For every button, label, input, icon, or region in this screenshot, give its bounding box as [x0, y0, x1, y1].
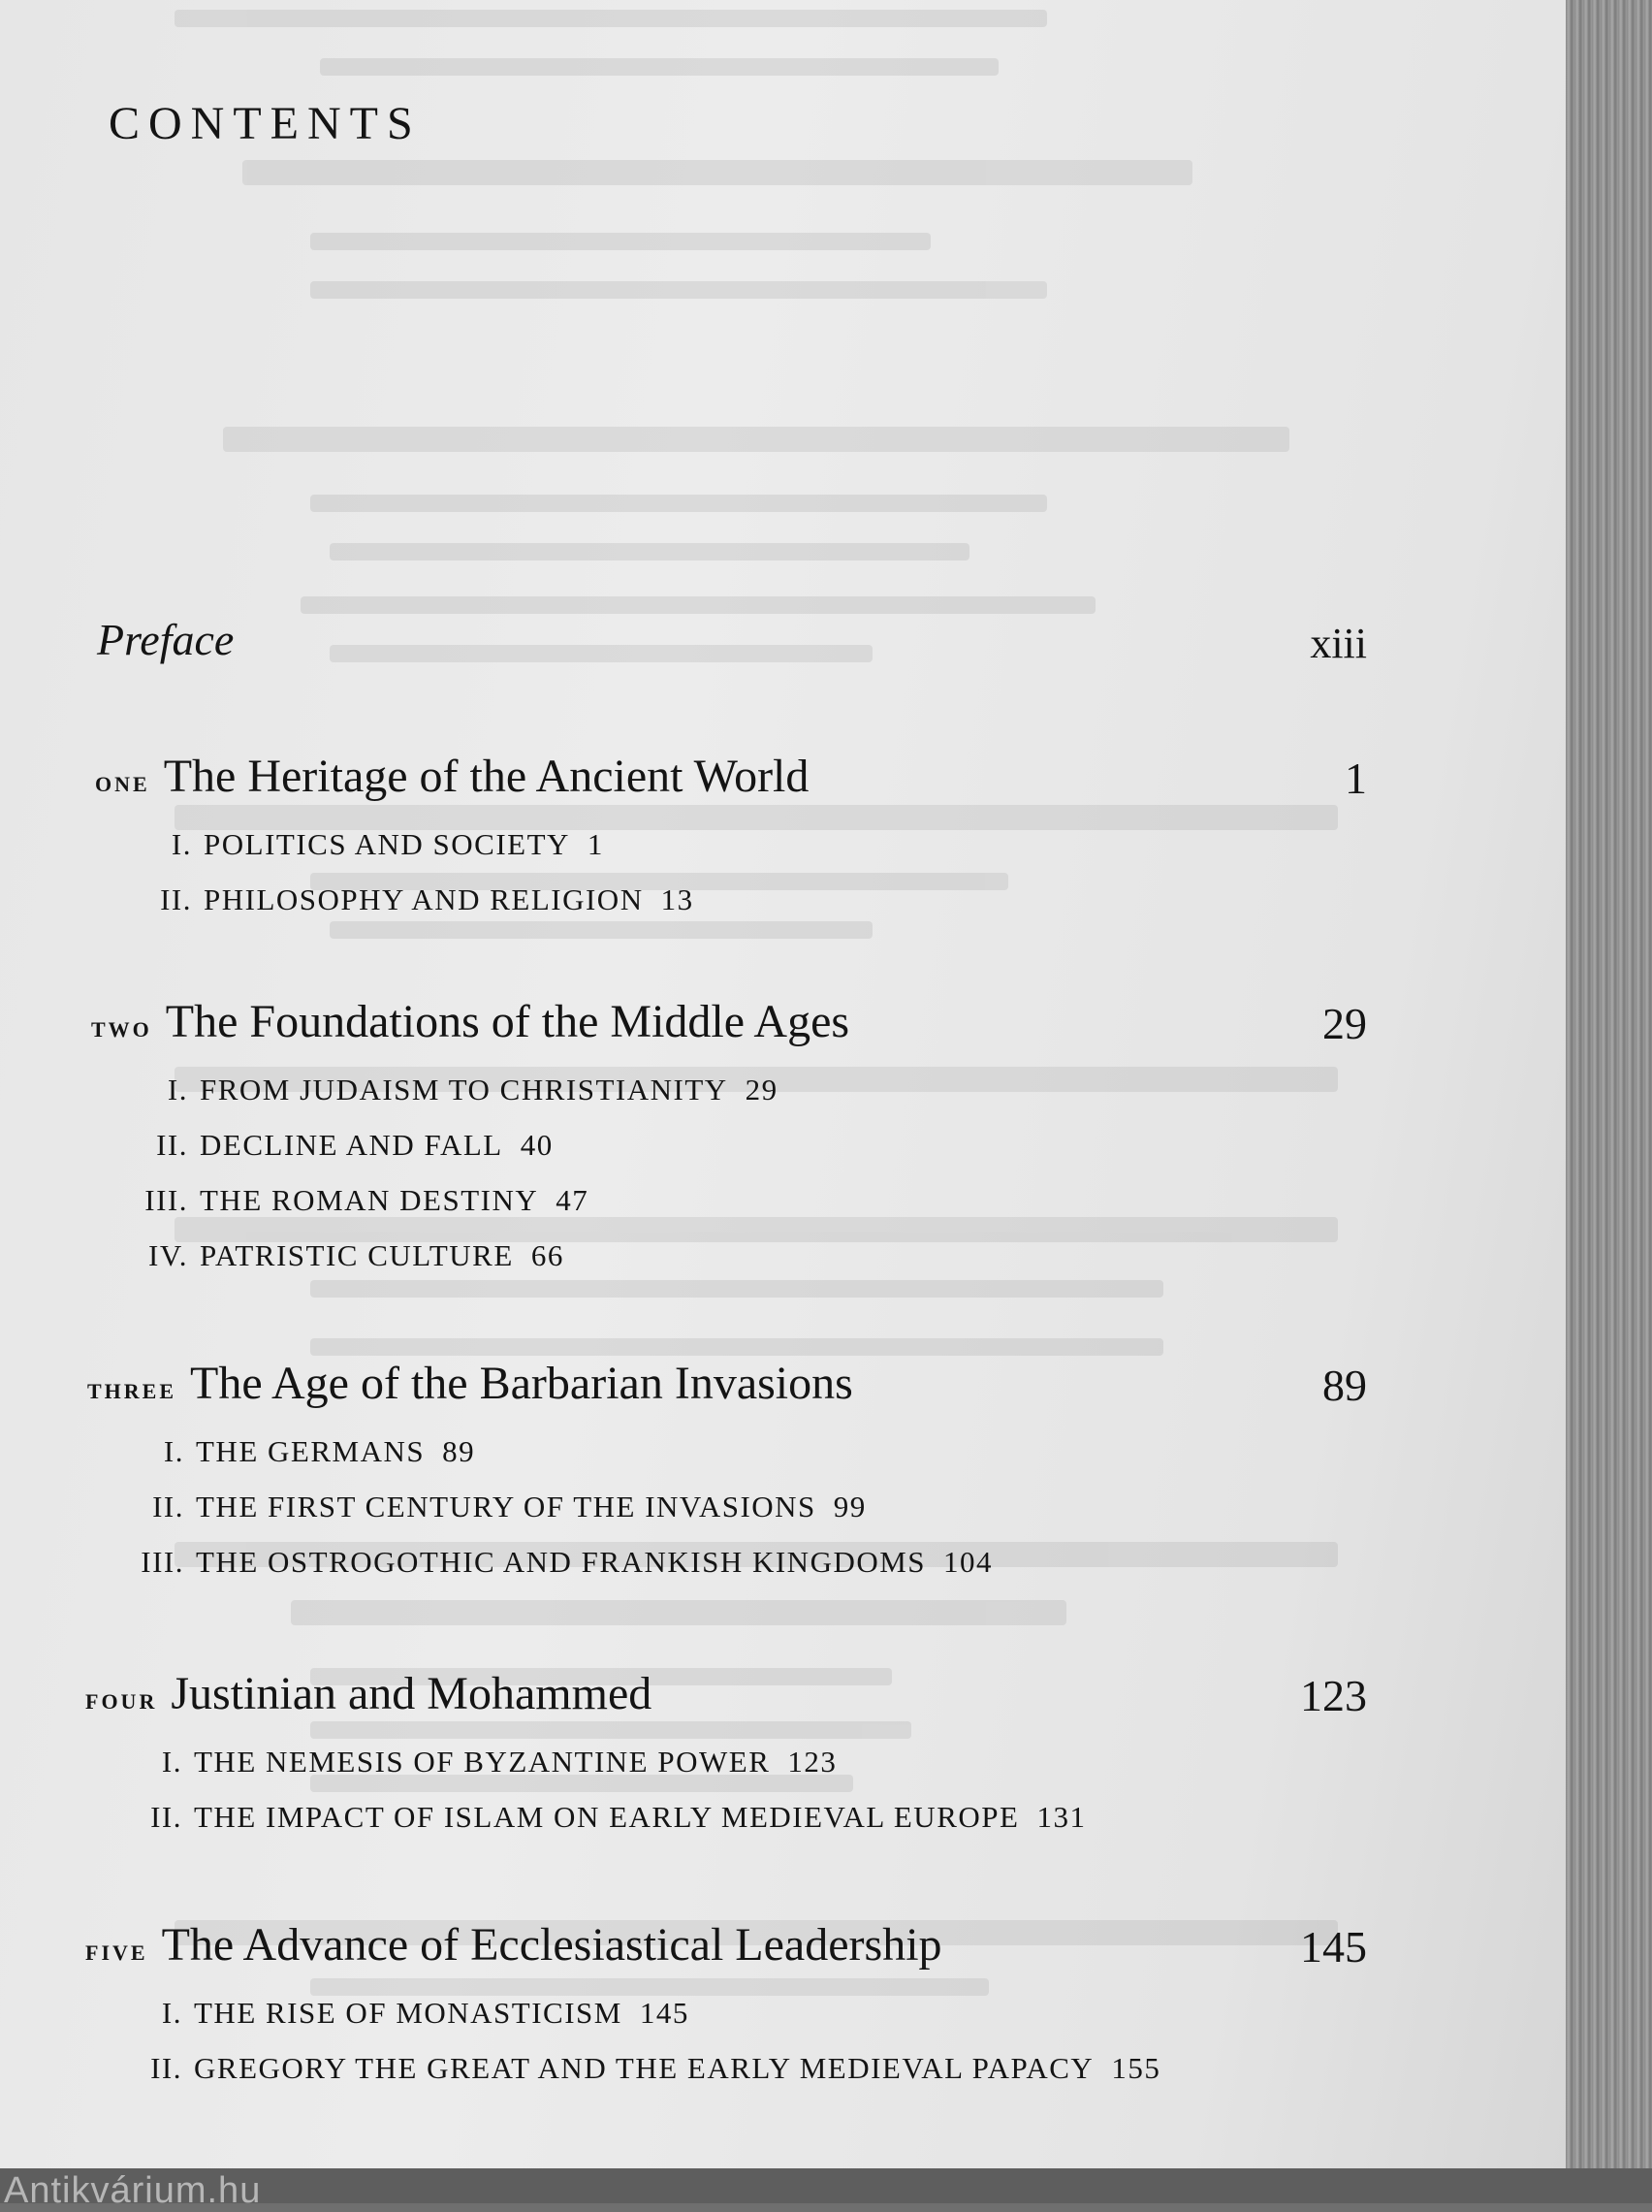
section-page-number: 13	[660, 882, 694, 916]
section-title: PATRISTIC CULTURE	[200, 1238, 514, 1272]
section-entry	[87, 1479, 1367, 1534]
section-entry	[91, 1228, 1367, 1283]
section-page-number: 99	[833, 1490, 867, 1523]
section-entry	[91, 1117, 1367, 1172]
section-entry	[85, 1734, 1367, 1789]
section-entry	[87, 1534, 1367, 1589]
chapter-page-number: 29	[1322, 999, 1367, 1048]
chapter-page-number: 123	[1300, 1671, 1367, 1720]
chapter-number: two	[91, 1010, 152, 1043]
chapter-title: Justinian and Mohammed	[171, 1668, 652, 1719]
chapter-title: The Age of the Barbarian Invasions	[190, 1358, 853, 1409]
section-list	[85, 1734, 1367, 1844]
section-page-number: 66	[530, 1238, 564, 1272]
section-page-number: 40	[520, 1128, 554, 1162]
chapter-title: The Foundations of the Middle Ages	[165, 996, 850, 1047]
section-numeral: II.	[156, 1128, 188, 1162]
section-entry	[95, 872, 1367, 927]
book-spine-gutter	[1566, 0, 1652, 2203]
preface-entry[interactable]	[97, 611, 1367, 669]
section-page-number: 47	[556, 1183, 589, 1217]
section-title: THE GERMANS	[196, 1434, 426, 1468]
watermark: Antikvárium.hu	[4, 2170, 262, 2211]
section-title: THE IMPACT OF ISLAM ON EARLY MEDIEVAL EUROPE	[194, 1800, 1020, 1834]
preface-title: Preface	[97, 615, 235, 664]
chapter-five[interactable]	[85, 1913, 1367, 2096]
section-list	[91, 1062, 1367, 1283]
chapter-heading	[85, 1913, 1367, 1977]
section-title: THE NEMESIS OF BYZANTINE POWER	[194, 1745, 771, 1779]
section-page-number: 104	[943, 1545, 994, 1579]
section-page-number: 89	[442, 1434, 476, 1468]
section-list	[95, 817, 1367, 927]
section-numeral: II.	[150, 1800, 182, 1834]
section-title: THE OSTROGOTHIC AND FRANKISH KINGDOMS	[196, 1545, 927, 1579]
section-title: FROM JUDAISM TO CHRISTIANITY	[200, 1073, 728, 1106]
chapter-three[interactable]	[87, 1352, 1367, 1589]
section-numeral: III.	[144, 1183, 188, 1217]
chapter-four[interactable]	[85, 1662, 1367, 1844]
chapter-one[interactable]	[95, 745, 1367, 927]
section-title: THE RISE OF MONASTICISM	[194, 1996, 622, 2030]
section-numeral: I.	[167, 1073, 188, 1106]
section-entry	[85, 2040, 1367, 2096]
section-numeral: I.	[161, 1745, 182, 1779]
section-page-number: 131	[1036, 1800, 1087, 1834]
chapter-heading	[85, 1662, 1367, 1726]
section-title: THE FIRST CENTURY OF THE INVASIONS	[196, 1490, 816, 1523]
section-entry	[85, 1985, 1367, 2040]
chapter-two[interactable]	[91, 990, 1367, 1283]
section-page-number: 155	[1111, 2051, 1161, 2085]
contents-heading: CONTENTS	[109, 98, 422, 149]
section-list	[85, 1985, 1367, 2096]
chapter-page-number: 1	[1345, 753, 1367, 803]
section-page-number: 1	[587, 827, 604, 861]
section-page-number: 145	[639, 1996, 689, 2030]
section-title: PHILOSOPHY AND RELIGION	[204, 882, 644, 916]
section-page-number: 123	[787, 1745, 838, 1779]
preface-page-number: xiii	[1310, 620, 1367, 667]
section-numeral: I.	[161, 1996, 182, 2030]
section-list	[87, 1424, 1367, 1589]
chapter-page-number: 89	[1322, 1361, 1367, 1410]
section-page-number: 29	[745, 1073, 778, 1106]
section-entry	[85, 1789, 1367, 1844]
section-numeral: III.	[141, 1545, 184, 1579]
section-numeral: IV.	[148, 1238, 188, 1272]
section-title: THE ROMAN DESTINY	[200, 1183, 539, 1217]
chapter-heading	[95, 745, 1367, 809]
chapter-number: four	[85, 1682, 158, 1715]
chapter-title: The Advance of Ecclesiastical Leadership	[161, 1919, 942, 1971]
section-numeral: I.	[163, 1434, 184, 1468]
section-title: DECLINE AND FALL	[200, 1128, 503, 1162]
section-title: GREGORY THE GREAT AND THE EARLY MEDIEVAL PAPACY	[194, 2051, 1095, 2085]
section-numeral: I.	[171, 827, 192, 861]
section-entry	[95, 817, 1367, 872]
section-entry	[91, 1172, 1367, 1228]
chapter-page-number: 145	[1300, 1922, 1367, 1972]
section-title: POLITICS AND SOCIETY	[204, 827, 570, 861]
chapter-number: three	[87, 1371, 177, 1405]
section-numeral: II.	[152, 1490, 184, 1523]
chapter-heading	[91, 990, 1367, 1054]
section-numeral: II.	[150, 2051, 182, 2085]
chapter-heading	[87, 1352, 1367, 1416]
chapter-number: one	[95, 764, 150, 798]
chapter-title: The Heritage of the Ancient World	[163, 751, 810, 802]
section-numeral: II.	[160, 882, 192, 916]
section-entry	[91, 1062, 1367, 1117]
chapter-number: five	[85, 1933, 148, 1967]
section-entry	[87, 1424, 1367, 1479]
